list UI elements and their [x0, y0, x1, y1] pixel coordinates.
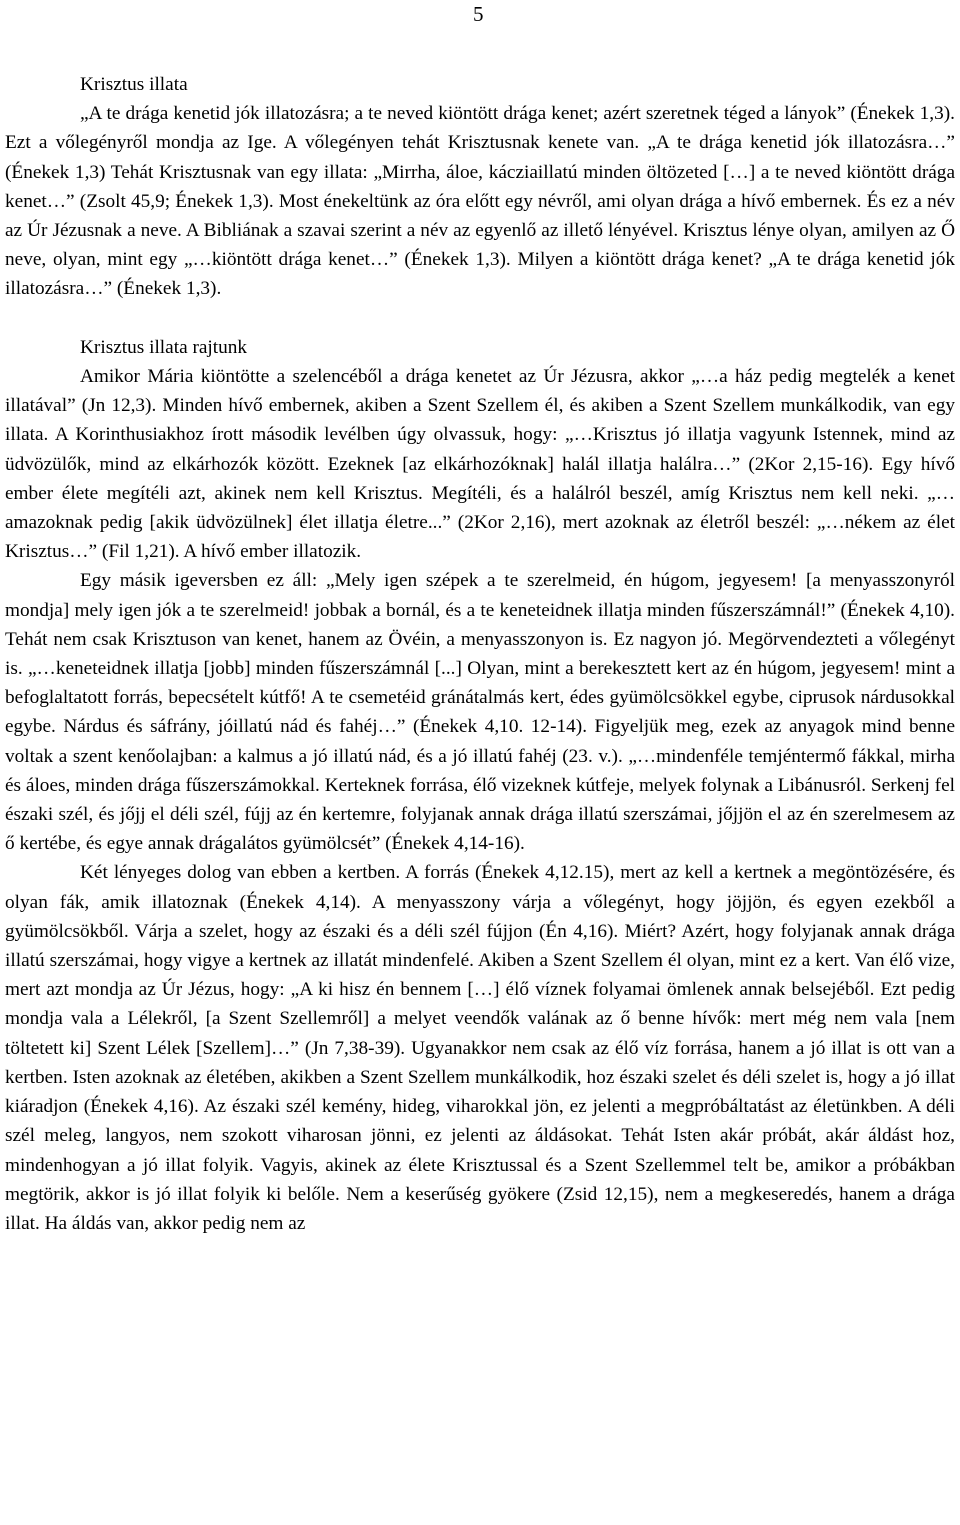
page-number: 5 — [473, 2, 484, 26]
paragraph: Amikor Mária kiöntötte a szelencéből a drága kenetet az Úr Jézusra, akkor „…a ház pedig megtelék a kenet illatával” (Jn 12,3). Minden hívő embernek, akiben a Szent Szellem él, és akiben a Szent Szellem munkálkodik, van egy illata. A Korinthusiakhoz írott második levélben úgy olvassuk, hogy: „…Krisztus jó illatja vagyunk Istennek, mind az üdvözülők, mind az elkárhozók között. Ezeknek [az elkárhozóknak] halál illatja halálra…” (2Kor 2,15-16). Egy hívő ember élete megítéli azt, akinek nem kell Krisztus. Megítéli, és a halálról beszél, amíg Krisztus nem kell neki. „…amazoknak pedig [akik üdvözülnek] élet illatja életre...” (2Kor 2,16), mert azoknak az életről beszél: „…nékem az élet Krisztus…” (Fil 1,21). A hívő ember illatozik. — [5, 366, 955, 563]
section-heading-krisztus-illata: Krisztus illata — [80, 74, 188, 95]
section-heading-krisztus-illata-rajtunk: Krisztus illata rajtunk — [80, 336, 248, 358]
document-body — [5, 70, 955, 1238]
section-spacer — [5, 304, 955, 333]
paragraph: Két lényeges dolog van ebben a kertben. A forrás (Énekek 4,12.15), mert az kell a kertnek a megöntözésére, és olyan fák, amik illatoznak (Énekek 4,14). A menyasszony várja a vőlegényt, hogy jöjjön, és egyen ezekből a gyümölcsökből. Várja a szelet, hogy az északi és a déli szél fújjon (Én 4,16). Miért? Azért, hogy folyjanak annak drága illatú szerszámai, hogy vigye a kertnek az illatát mindenfelé. Akiben a Szent Szellem él olyan, mint ez a kert. Van élő vize, mert azt mondja az Úr Jézus, hogy: „A ki hisz én bennem […] élő víznek folyamai ömlenek annak belsejéből. Ezt pedig mondja vala a Lélekről, [a Szent Szellemről] a melyet veendők valának az ő benne hívők: mert még nem vala [nem töltetett ki] Szent Lélek [Szellem]…” (Jn 7,38-39). Ugyanakkor nem csak az élő víz forrása, hanem a jó illat is ott van a kertben. Isten azoknak az életében, akikben a Szent Szellem munkálkodik, hoz északi szelet és déli szelet is, hogy a jó illat kiáradjon (Énekek 4,16). Az északi szél kemény, hideg, viharokkal jön, ez jelenti a megpróbáltatást az életünkben. A déli szél meleg, langyos, nem szokott viharosan jönni, ez jelenti az áldásokat. Tehát Isten akár próbát, akár áldást hoz, mindenhogyan a jó illat folyik. Vagyis, akinek az élete Krisztussal és a Szent Szellemmel telt be, amikor a próbákban megtörik, akkor is jó illat folyik ki belőle. Nem a keserűség gyökere (Zsid 12,15), nem a megkeseredés, hanem a drága illat. Ha áldás van, akkor pedig nem az — [5, 862, 955, 1234]
paragraph: „A te drága kenetid jók illatozásra; a te neved kiöntött drága kenet; azért szeretnek téged a lányok” (Énekek 1,3). Ezt a vőlegényről mondja az Ige. A vőlegényen tehát Krisztusnak kenete van. „A te drága kenetid jók illatozásra…” (Énekek 1,3) Tehát Krisztusnak van egy illata: „Mirrha, áloe, kácziaillatú minden öltözeted […] a te neved kiöntött drága kenet…” (Zsolt 45,9; Énekek 1,3). Most énekeltünk az óra előtt egy névről, ami olyan drága a hívő embernek. És ez a név az Úr Jézusnak a neve. A Bibliának a szavai szerint a név az egyenlő az illető lényével. Krisztus lénye olyan, amilyen az Ő neve, olyan, mint egy „…kiöntött drága kenet…” (Énekek 1,3). Milyen a kiöntött drága kenet? „A te drága kenetid jók illatozásra…” (Énekek 1,3). — [5, 103, 955, 300]
paragraph: Egy másik igeversben ez áll: „Mely igen szépek a te szerelmeid, én húgom, jegyesem! [a menyasszonyról mondja] mely igen jók a te szerelmeid! jobbak a bornál, és a te keneteidnek illatja minden fűszerszámnál!” (Énekek 4,10). Tehát nem csak Krisztuson van kenet, hanem az Övéin, a menyasszonyon is. Ez nagyon jó. Megörvendezteti a vőlegényt is. „…keneteidnek illatja [jobb] minden fűszerszámnál [...] Olyan, mint a berekesztett kert az én húgom, jegyesem! mint a befoglaltatott forrás, bepecsételt kútfő! A te csemetéid gránátalmás kert, édes gyümölcsökkel egybe, ciprusok nárdusokkal egybe. Nárdus és sáfrány, jóillatú nád és fahéj…” (Énekek 4,10. 12-14). Figyeljük meg, ezek az anyagok mind benne voltak a szent kenőolajban: a kalmus a jó illatú nád, és a jó illatú fahéj (23. v.). „…mindenféle temjéntermő fákkal, mirha és áloes, minden drága fűszerszámokkal. Kerteknek forrása, élő vizeknek kútfeje, melyek folynak a Libánusról. Serkenj fel északi szél, és jőjj el déli szél, fújj az én kertemre, folyjanak annak drága illatú szerszámai, jőjjön el az én szerelmesem az ő kertébe, és egye annak drágalátos gyümölcsét” (Énekek 4,14-16). — [5, 570, 955, 855]
